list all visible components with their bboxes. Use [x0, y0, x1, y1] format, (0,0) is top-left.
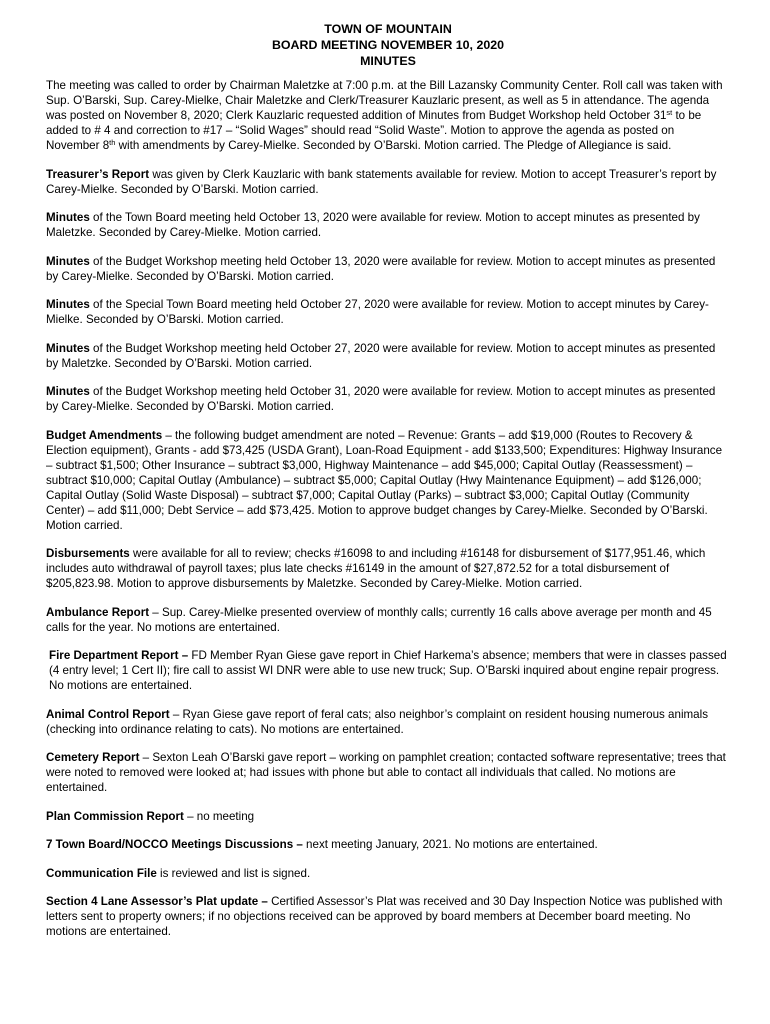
disbursements-paragraph: Disbursements were available for all to review; checks #16098 to and including #16148 for disbursement of $177,951.46, which includes auto withdrawal of payroll taxes; plus late checks #16149 in the amount of $27,872.52 for a total disbursement of $205,823.98. Motion to approve disbursements by Maletzke. Seconded by Carey-Mielke. Motion carried. — [46, 547, 706, 590]
minutes-budget-workshop-oct31-paragraph: Minutes of the Budget Workshop meeting held October 31, 2020 were available for review. Motion to accept minutes as presented by Carey-Mielke. Seconded by O’Barski. Motion carried. — [46, 385, 716, 413]
communication-file-paragraph: Communication File is reviewed and list is signed. — [46, 866, 311, 880]
town-name-heading: TOWN OF MOUNTAIN — [324, 22, 452, 36]
cemetery-report-paragraph: Cemetery Report – Sexton Leah O’Barski gave report – working on pamphlet creation; contacted software representative; trees that were noted to removed were looked at; had issues with phone but able to contact all individuals that called. No motions are entertained. — [46, 751, 726, 794]
section-title: Minutes — [46, 211, 90, 224]
ambulance-report-paragraph: Ambulance Report – Sup. Carey-Mielke presented overview of monthly calls; currently 16 calls above average per month and 45 calls for the year. No motions are entertained. — [46, 605, 712, 634]
minutes-budget-workshop-oct27-paragraph: Minutes of the Budget Workshop meeting held October 27, 2020 were available for review. Motion to accept minutes as presented by Maletzke. Seconded by O’Barski. Motion carried. — [46, 341, 716, 370]
minutes-document — [46, 21, 730, 953]
minutes-town-board-oct13-paragraph: Minutes of the Town Board meeting held October 13, 2020 were available for review. Motion to accept minutes as presented by Maletzke. Seconded by Carey-Mielke. Motion carried. — [46, 211, 700, 239]
section-title: Communication File — [46, 866, 157, 880]
minutes-budget-workshop-oct13-paragraph: Minutes of the Budget Workshop meeting held October 13, 2020 were available for review. Motion to accept minutes as presented by Carey-Mielke. Seconded by O’Barski. Motion carried. — [46, 254, 716, 283]
section-title: Fire Department Report – — [49, 649, 189, 662]
section-title: Budget Amendments — [46, 428, 163, 442]
town-board-nocco-paragraph: 7 Town Board/NOCCO Meetings Discussions – next meeting January, 2021. No motions are entertained. — [46, 838, 598, 851]
section-title: 7 Town Board/NOCCO Meetings Discussions – — [46, 838, 303, 851]
minutes-special-board-oct27-paragraph: Minutes of the Special Town Board meeting held October 27, 2020 were available for review. Motion to accept minutes by Carey-Mielke. Seconded by O’Barski. Motion carried. — [46, 298, 709, 326]
assessors-plat-update-paragraph: Section 4 Lane Assessor’s Plat update – Certified Assessor’s Plat was received and 30 Day Inspection Notice was published with letters sent to property owners; if no objections received can be approved by board members at December board meeting. No motions are entertained. — [46, 895, 723, 938]
section-title: Minutes — [46, 341, 90, 355]
section-title: Minutes — [46, 385, 90, 398]
treasurers-report-paragraph: Treasurer’s Report was given by Clerk Kauzlaric with bank statements available for review. Motion to accept Treasurer’s report by Carey-Mielke. Seconded by O’Barski. Motion carried. — [46, 167, 717, 196]
section-title: Treasurer’s Report — [46, 167, 150, 181]
section-title: Minutes — [46, 298, 90, 311]
section-title: Plan Commission Report — [46, 809, 184, 823]
section-title: Minutes — [46, 254, 90, 268]
section-title: Section 4 Lane Assessor’s Plat update – — [46, 895, 268, 908]
section-title: Disbursements — [46, 547, 130, 560]
minutes-heading: MINUTES — [360, 54, 416, 68]
section-title: Cemetery Report — [46, 751, 140, 764]
animal-control-report-paragraph: Animal Control Report – Ryan Giese gave report of feral cats; also neighbor’s complaint on resident housing numerous animals (checking into ordinance relating to cats). No motions are entertained. — [46, 707, 709, 736]
plan-commission-report-paragraph: Plan Commission Report – no meeting — [46, 809, 255, 823]
section-title: Animal Control Report — [46, 707, 170, 721]
section-title: Ambulance Report — [46, 605, 150, 619]
fire-department-report-paragraph: Fire Department Report – FD Member Ryan Giese gave report in Chief Harkema’s absence; members that were in classes passed (4 entry level; 1 Cert II); fire call to assist WI DNR were able to use new truck; Sup. O’Barski inquired about engine repair progress. No motions are entertained. — [49, 649, 727, 692]
budget-amendments-paragraph: Budget Amendments – the following budget amendment are noted – Revenue: Grants – add $19,000 (Routes to Recovery & Election equipment), Grants - add $73,425 (USDA Grant), Loan-Road Equipment - add $133,500; Expenditures: Highway Insurance – subtract $1,500; Other Insurance – subtract $3,000, Highway Maintenance – add $45,000; Capital Outlay (Reassessment) – subtract $10,000; Capital Outlay (Ambulance) – subtract $5,000; Capital Outlay (Hwy Maintenance Equipment) – add $126,000; Capital Outlay (Solid Waste Disposal) – subtract $7,000; Capital Outlay (Parks) – subtract $3,000; Capital Outlay (Community Center) – add $11,000; Debt Service – add $73,425. Motion to approve budget changes by Carey-Mielke. Seconded by O’Barski. Motion carried. — [46, 428, 723, 532]
document-header — [46, 21, 730, 69]
meeting-date-heading: BOARD MEETING NOVEMBER 10, 2020 — [271, 38, 505, 52]
intro-paragraph: The meeting was called to order by Chairman Maletzke at 7:00 p.m. at the Bill Lazansky Community Center. Roll call was taken with Sup. O’Barski, Sup. Carey-Mielke, Chair Maletzke and Clerk/Treasurer Kauzlaric present, as well as 5 in attendance. The agenda was posted on November 8, 2020; Clerk Kauzlaric requested addition of Minutes from Budget Workshop held October 31st to be added to # 4 and correction to #17 – “Solid Wages” should read “Solid Waste”. Motion to approve the agenda as posted on November 8th with amendments by Carey-Mielke. Seconded by O’Barski. Motion carried. The Pledge of Allegiance is said. — [46, 79, 723, 152]
